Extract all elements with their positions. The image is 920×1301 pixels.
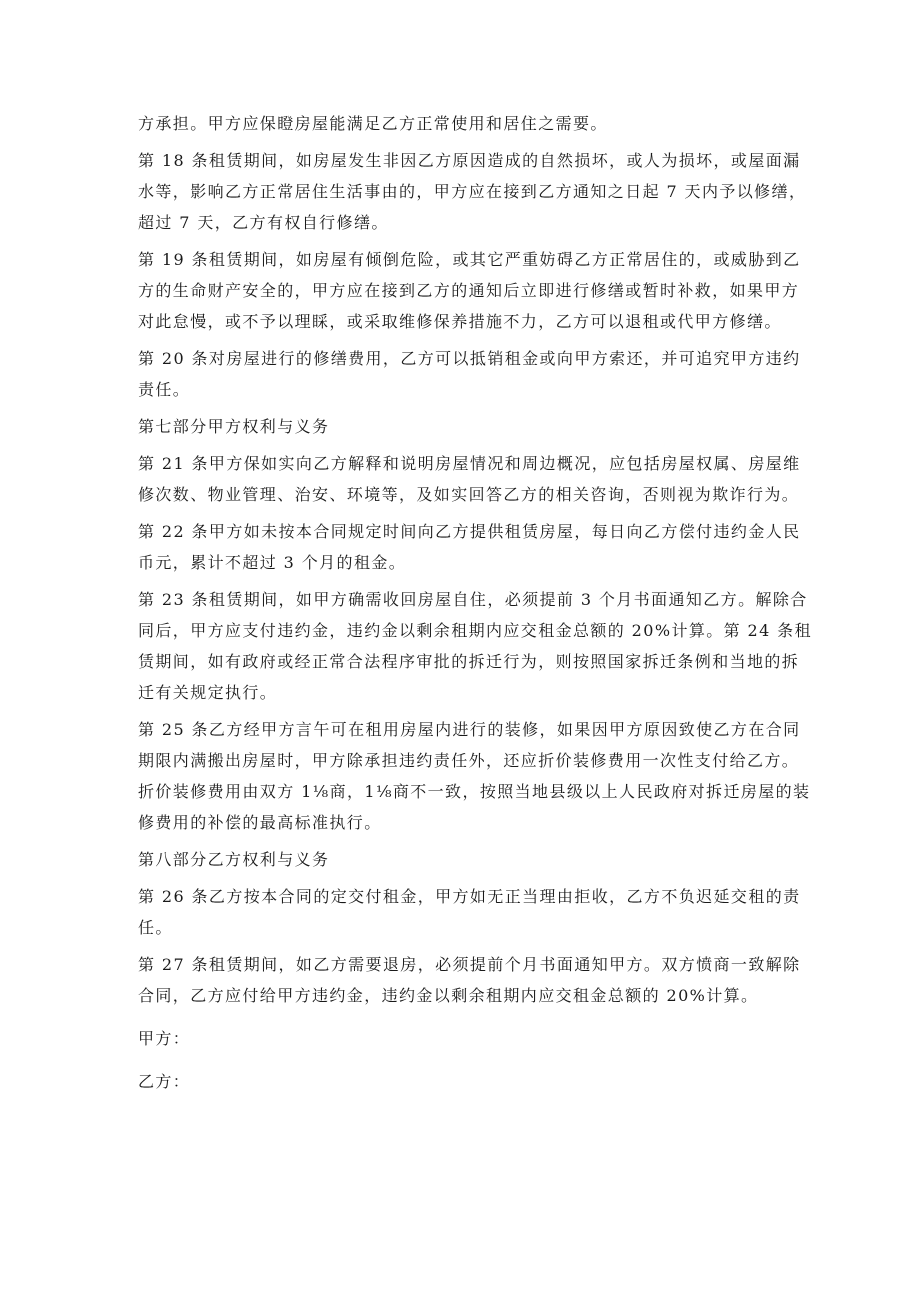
clause-paragraph xyxy=(138,244,801,337)
text-line: 第 20 条对房屋进行的修缮费用，乙方可以抵销租金或向甲方索还，并可追究甲方违约 xyxy=(138,349,801,368)
text-line: 折价装修费用由双方 1⅛商，1⅛商不一致，按照当地县级以上人民政府对拆迁房屋的装 xyxy=(138,782,811,801)
section-heading xyxy=(138,844,790,875)
text-line: 责任。 xyxy=(138,380,191,399)
text-line: 修次数、物业管理、治安、环境等，及如实回答乙方的相关咨询，否则视为欺诈行为。 xyxy=(138,485,800,504)
clause-paragraph xyxy=(138,343,801,405)
text-line: 任。 xyxy=(138,918,173,937)
text-line: 期限内满搬出房屋时，甲方除承担违约责任外，还应折价装修费用一次性支付给乙方。 xyxy=(138,751,800,770)
text-line: 第 19 条租赁期间，如房屋有倾倒危险，或其它严重妨碍乙方正常居住的，或威胁到乙 xyxy=(138,250,801,269)
clause-paragraph xyxy=(138,714,811,838)
text-line: 迁有关规定执行。 xyxy=(138,683,278,702)
text-line: 第八部分乙方权利与义务 xyxy=(138,850,330,869)
text-line: 合同，乙方应付给甲方违约金，违约金以剩余租期内应交租金总额的 20%计算。 xyxy=(138,986,759,1005)
text-line: 第 27 条租赁期间，如乙方需要退房，必须提前个月书面通知甲方。双方愤商一致解除 xyxy=(138,955,801,974)
text-line: 第 23 条租赁期间，如甲方确需收回房屋自住，必须提前 3 个月书面通知乙方。解除合 xyxy=(138,590,808,609)
text-line: 第七部分甲方权利与义务 xyxy=(138,417,330,436)
text-line: 同后，甲方应支付违约金，违约金以剩余租期内应交租金总额的 20%计算。第 24 条租 xyxy=(138,621,812,640)
text-line: 方承担。甲方应保瞪房屋能满足乙方正常使用和居住之需要。 xyxy=(138,114,608,133)
text-line: 赁期间，如有政府或经正常合法程序审批的拆迁行为，则按照国家拆迁条例和当地的拆 xyxy=(138,652,800,671)
section-heading xyxy=(138,411,790,442)
clause-paragraph xyxy=(138,108,790,139)
text-line: 超过 7 天，乙方有权自行修缮。 xyxy=(138,213,389,232)
clause-paragraph xyxy=(138,145,807,238)
clause-paragraph xyxy=(138,448,801,510)
text-line: 对此怠慢，或不予以理睬，或采取维修保养措施不力，乙方可以退租或代甲方修缮。 xyxy=(138,312,782,331)
document-body xyxy=(138,108,812,1017)
clause-paragraph xyxy=(138,881,801,943)
clause-paragraph xyxy=(138,949,801,1011)
document-page xyxy=(138,108,812,1097)
signature-block xyxy=(138,1023,790,1097)
party-a-label: 甲方： xyxy=(138,1029,191,1048)
party-b-label: 乙方： xyxy=(138,1072,191,1091)
text-line: 修费用的补偿的最高标准执行。 xyxy=(138,813,382,832)
text-line: 第 25 条乙方经甲方言午可在租用房屋内进行的装修，如果因甲方原因致使乙方在合同 xyxy=(138,720,801,739)
text-line: 币元，累计不超过 3 个月的租金。 xyxy=(138,553,407,572)
text-line: 第 21 条甲方保如实向乙方解释和说明房屋情况和周边概况，应包括房屋权属、房屋维 xyxy=(138,454,801,473)
text-line: 水等，影响乙方正常居住生活事由的，甲方应在接到乙方通知之日起 7 天内予以修缮， xyxy=(138,182,807,201)
text-line: 第 22 条甲方如未按本合同规定时间向乙方提供租赁房屋，每日向乙方偿付违约金人民 xyxy=(138,522,801,541)
text-line: 第 26 条乙方按本合同的定交付租金，甲方如无正当理由拒收，乙方不负迟延交租的责 xyxy=(138,887,801,906)
clause-paragraph xyxy=(138,584,812,708)
clause-paragraph xyxy=(138,516,801,578)
text-line: 方的生命财产安全的，甲方应在接到乙方的通知后立即进行修缮或暂时补救，如果甲方 xyxy=(138,281,800,300)
text-line: 第 18 条租赁期间，如房屋发生非因乙方原因造成的自然损坏，或人为损坏，或屋面漏 xyxy=(138,151,801,170)
paragraph-gap xyxy=(138,1011,790,1017)
